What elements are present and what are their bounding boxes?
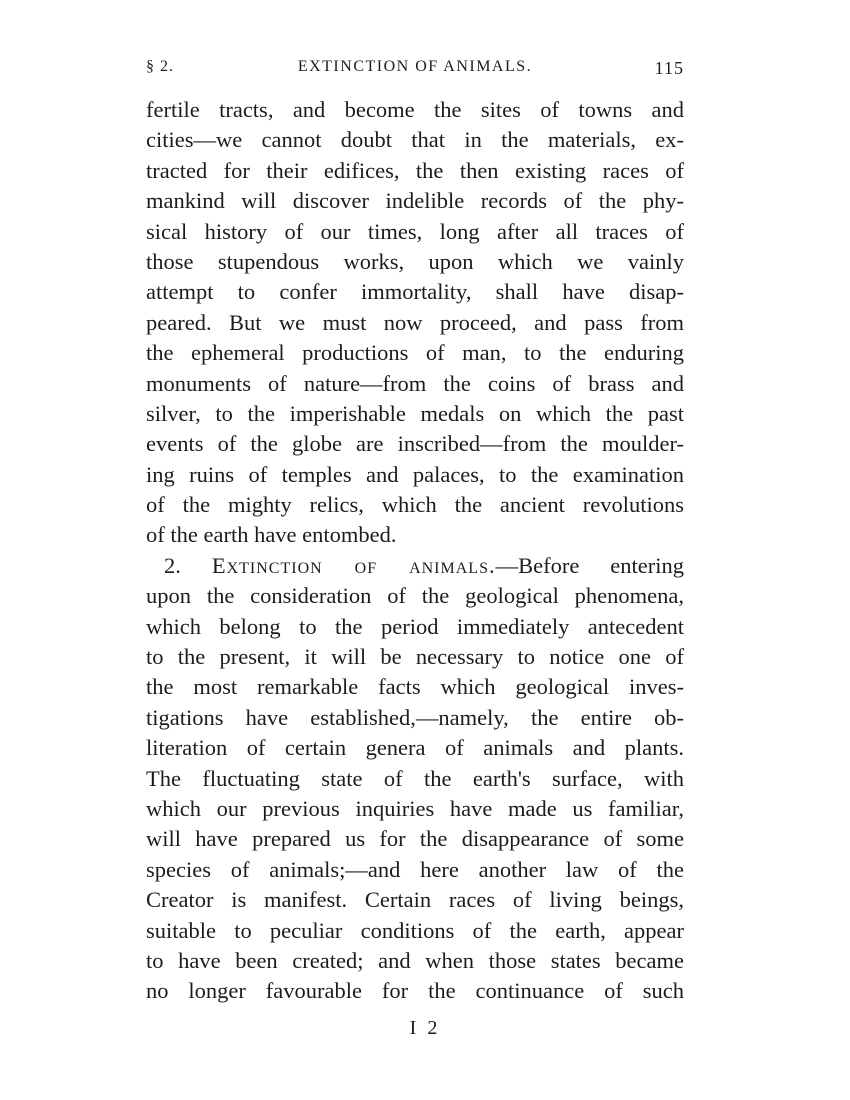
text-line: fertile tracts, and become the sites of towns and bbox=[146, 97, 684, 122]
text-line: sical history of our times, long after all traces of bbox=[146, 218, 684, 244]
running-title: EXTINCTION OF ANIMALS. bbox=[297, 58, 533, 75]
paragraph-1 bbox=[146, 95, 684, 551]
section-heading-number: 2. bbox=[164, 552, 181, 578]
text-line: tracted for their edifices, the then existing races of bbox=[146, 157, 684, 183]
text-line: literation of certain genera of animals and plants. bbox=[146, 735, 684, 761]
section-heading-line bbox=[146, 551, 684, 581]
section-heading: Extinction of animals. bbox=[211, 552, 496, 578]
running-header bbox=[146, 58, 684, 84]
text-line: which belong to the period immediately antecedent bbox=[146, 613, 684, 639]
text-line: ing ruins of temples and palaces, to the examination bbox=[146, 461, 684, 487]
text-line: mankind will discover indelible records of the phy- bbox=[146, 188, 684, 214]
text-line: events of the globe are inscribed—from the moulder- bbox=[146, 431, 684, 457]
text-line: no longer favourable for the continuance of such bbox=[146, 978, 684, 1004]
text-line: suitable to peculiar conditions of the earth, appear bbox=[146, 917, 684, 943]
text-line: monuments of nature—from the coins of brass and bbox=[146, 370, 684, 396]
text-line: the most remarkable facts which geological inves- bbox=[146, 674, 684, 700]
section-heading-text: —Before entering bbox=[495, 552, 684, 578]
text-line: species of animals;—and here another law of the bbox=[146, 856, 684, 882]
text-line: peared. But we must now proceed, and pass from bbox=[146, 309, 684, 335]
text-line: of the mighty relics, which the ancient revolutions bbox=[146, 492, 684, 518]
text-line: cities—we cannot doubt that in the materials, ex- bbox=[146, 127, 684, 153]
text-line: attempt to confer immortality, shall have disap- bbox=[146, 279, 684, 305]
text-line: Creator is manifest. Certain races of living beings, bbox=[146, 887, 684, 913]
text-line: to have been created; and when those states became bbox=[146, 947, 684, 973]
text-line: tigations have established,—namely, the entire ob- bbox=[146, 704, 684, 730]
signature-mark: I 2 bbox=[409, 1017, 441, 1039]
text-line: of the earth have entombed. bbox=[146, 522, 397, 548]
page-number: 115 bbox=[654, 58, 684, 78]
text-line: which our previous inquiries have made us familiar, bbox=[146, 795, 684, 821]
text-line: upon the consideration of the geological phenomena, bbox=[146, 583, 684, 609]
text-line: The fluctuating state of the earth's surface, with bbox=[146, 765, 684, 791]
text-line: will have prepared us for the disappearance of some bbox=[146, 826, 684, 852]
body-text bbox=[146, 95, 684, 1007]
section-number: § 2. bbox=[146, 58, 174, 75]
text-line: the ephemeral productions of man, to the enduring bbox=[146, 340, 684, 366]
text-line: silver, to the imperishable medals on which the past bbox=[146, 400, 684, 426]
text-line: to the present, it will be necessary to notice one of bbox=[146, 644, 684, 670]
text-line: those stupendous works, upon which we vainly bbox=[146, 248, 684, 274]
paragraph-2 bbox=[146, 551, 684, 1007]
